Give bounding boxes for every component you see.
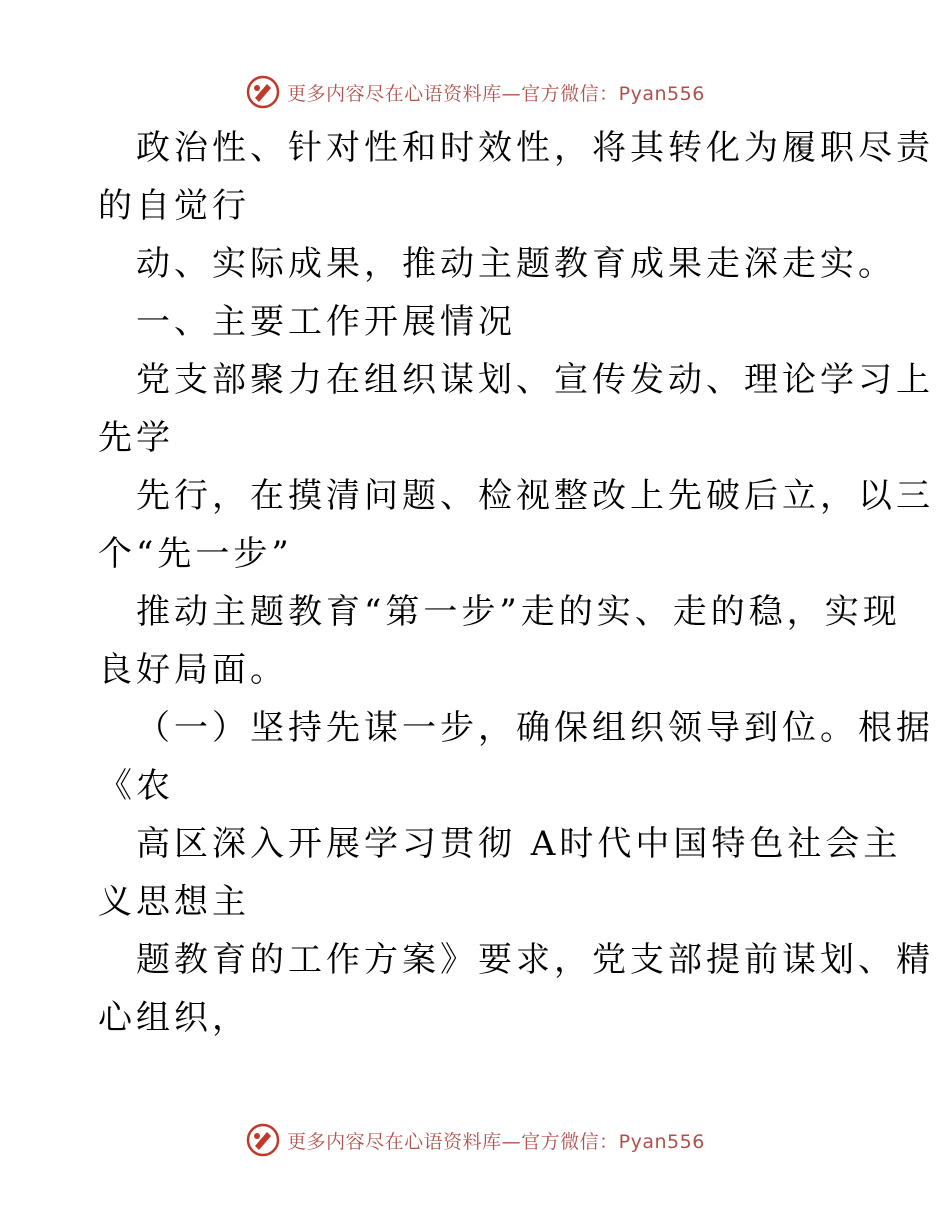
watermark-logo-icon <box>245 74 281 110</box>
text-line: 《农 <box>98 766 174 806</box>
text-line: 先行，在摸清问题、检视整改上先破后立，以三 <box>136 476 934 516</box>
text-line: 的自觉行 <box>98 186 250 226</box>
text-line: 题教育的工作方案》要求，党支部提前谋划、精 <box>136 940 934 980</box>
text-line: 动、实际成果，推动主题教育成果走深走实。 <box>136 244 896 284</box>
text-line: 义思想主 <box>98 882 250 922</box>
footer-watermark <box>0 1120 950 1160</box>
header-watermark <box>0 72 950 112</box>
text-line: 个“先一步” <box>98 534 293 574</box>
watermark-text: 更多内容尽在心语资料库—官方微信：Pyan556 <box>287 82 705 105</box>
text-line: 心组织， <box>98 998 250 1038</box>
text-line: 政治性、针对性和时效性，将其转化为履职尽责 <box>136 128 934 168</box>
watermark-logo-icon <box>245 1122 281 1158</box>
text-line: 党支部聚力在组织谋划、宣传发动、理论学习上 <box>136 360 934 400</box>
subsection-heading: （一）坚持先谋一步，确保组织领导到位。根据 <box>136 708 934 748</box>
text-line: 推动主题教育“第一步”走的实、走的稳，实现 <box>136 592 901 632</box>
section-heading: 一、主要工作开展情况 <box>136 302 516 342</box>
watermark-text: 更多内容尽在心语资料库—官方微信：Pyan556 <box>287 1130 705 1153</box>
text-line: 良好局面。 <box>98 650 288 690</box>
text-line: 先学 <box>98 418 174 458</box>
text-line: 高区深入开展学习贯彻 A时代中国特色社会主 <box>136 824 902 864</box>
